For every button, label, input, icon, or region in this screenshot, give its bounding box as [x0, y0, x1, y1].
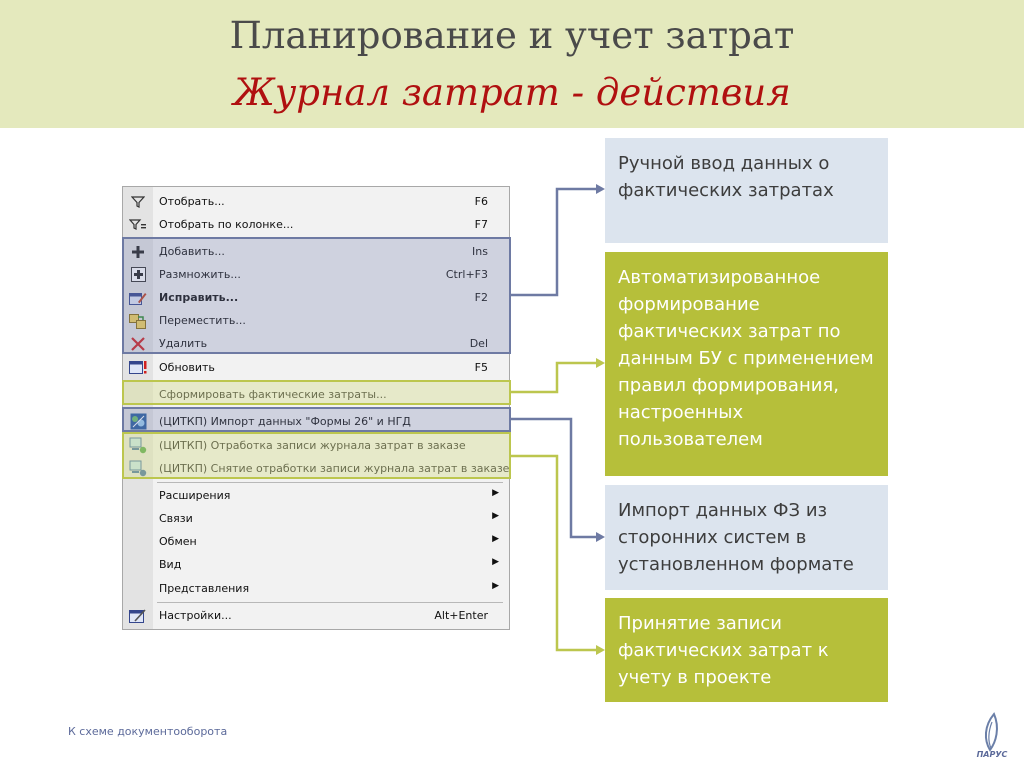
group-highlight-manual: [122, 237, 511, 354]
footer-link[interactable]: К схеме документооборота: [68, 725, 228, 738]
menu-item-label: Удалить: [159, 337, 208, 350]
callout-manual-entry: Ручной ввод данных о фактических затратах: [605, 138, 888, 243]
group-highlight-accept: [122, 432, 511, 479]
group-highlight-import: [122, 407, 511, 432]
menu-item-label: Переместить...: [159, 314, 246, 327]
menu-item-shortcut: Ctrl+F3: [445, 268, 488, 281]
menu-item-refresh[interactable]: [123, 356, 509, 379]
menu-item-label: (ЦИТКП) Отработка записи журнала затрат в заказе: [159, 439, 466, 452]
menu-item-label: Представления: [159, 582, 250, 595]
menu-item-label: (ЦИТКП) Снятие отработки записи журнала затрат в заказе: [159, 462, 510, 475]
menu-item-label: Обмен: [159, 535, 197, 548]
filter-column-icon: [129, 216, 147, 233]
menu-item-shortcut: F6: [474, 195, 488, 208]
submenu-arrow-icon: ▶: [492, 534, 499, 544]
menu-separator: [157, 602, 503, 603]
menu-item-label: Связи: [159, 512, 193, 525]
menu-item-shortcut: F7: [474, 218, 488, 231]
menu-item-label: Обновить: [159, 361, 215, 374]
menu-item-shortcut: F5: [474, 361, 488, 374]
refresh-icon: [129, 359, 147, 376]
callout-auto-formation: Автоматизированное формирование фактических затрат по данным БУ с применением правил формирования, настроенных пользователем: [605, 252, 888, 476]
menu-item-filter[interactable]: [123, 190, 509, 213]
menu-item-links[interactable]: [123, 507, 509, 530]
submenu-arrow-icon: ▶: [492, 511, 499, 521]
filter-icon: [129, 193, 147, 210]
settings-icon: [129, 607, 147, 624]
menu-item-label: Расширения: [159, 489, 231, 502]
menu-item-label: Исправить...: [159, 291, 239, 304]
menu-item-label: (ЦИТКП) Импорт данных "Формы 26" и НГД: [159, 415, 411, 428]
menu-item-label: Добавить...: [159, 245, 225, 258]
menu-item-shortcut: Ins: [472, 245, 488, 258]
callout-accept: Принятие записи фактических затрат к учету в проекте: [605, 598, 888, 702]
menu-item-shortcut: Del: [469, 337, 488, 350]
arrow-manual-entry: [596, 184, 605, 194]
page-title: Планирование и учет затрат: [229, 14, 795, 57]
menu-item-label: Отобрать...: [159, 195, 225, 208]
arrow-auto-form: [596, 358, 605, 368]
menu-item-label: Размножить...: [159, 268, 241, 281]
menu-item-representations[interactable]: [123, 577, 509, 600]
parus-logo: [972, 712, 1012, 762]
menu-separator: [157, 482, 503, 483]
submenu-arrow-icon: ▶: [492, 557, 499, 567]
menu-item-exchange[interactable]: [123, 530, 509, 553]
connector-import: [511, 419, 597, 537]
menu-item-label: Отобрать по колонке...: [159, 218, 294, 231]
arrow-accept: [596, 645, 605, 655]
connector-auto-form: [511, 363, 597, 392]
connector-manual-entry: [511, 189, 597, 295]
menu-item-label: Вид: [159, 558, 182, 571]
submenu-arrow-icon: ▶: [492, 581, 499, 591]
menu-item-filter-column[interactable]: [123, 213, 509, 236]
menu-item-extensions[interactable]: [123, 484, 509, 507]
menu-item-settings[interactable]: [123, 604, 509, 627]
arrow-import: [596, 532, 605, 542]
page-subtitle: Журнал затрат - действия: [233, 71, 791, 114]
connector-accept: [511, 456, 597, 650]
group-highlight-auto: [122, 380, 511, 405]
logo-text: ПАРУС: [976, 750, 1008, 759]
callout-import: Импорт данных ФЗ из сторонних систем в установленном формате: [605, 485, 888, 590]
menu-item-shortcut: Alt+Enter: [434, 609, 488, 622]
menu-item-view[interactable]: [123, 553, 509, 576]
submenu-arrow-icon: ▶: [492, 488, 499, 498]
menu-item-label: Настройки...: [159, 609, 232, 622]
menu-item-label: Сформировать фактические затраты...: [159, 388, 387, 401]
menu-item-shortcut: F2: [474, 291, 488, 304]
